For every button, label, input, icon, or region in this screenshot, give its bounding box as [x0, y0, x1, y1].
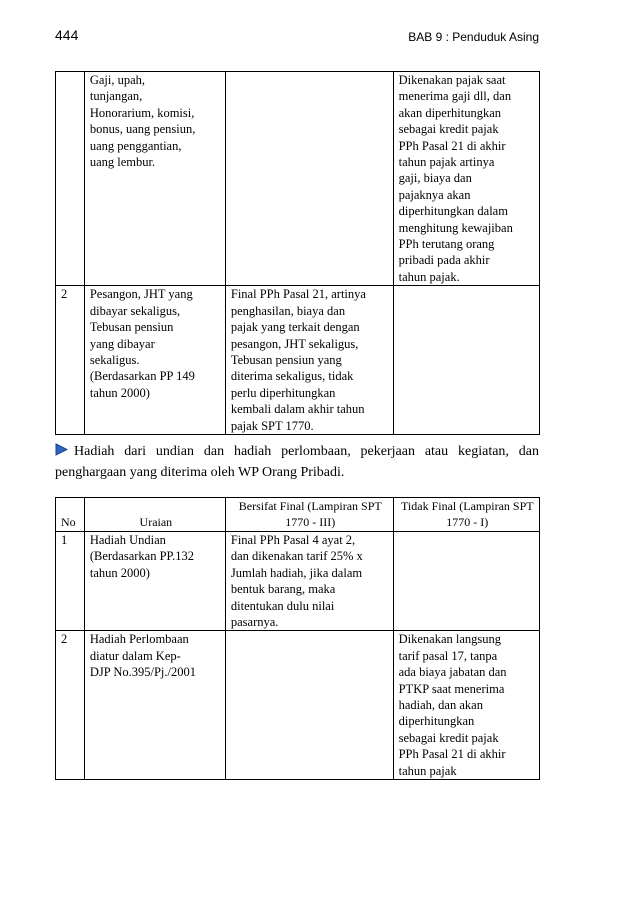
- table-row: [56, 286, 540, 435]
- table-row: [56, 532, 540, 631]
- row-description: Pesangon, JHT yang dibayar sekaligus, Tebusan pensiun yang dibayar sekaligus. (Berdasarkan PP 149 tahun 2000): [84, 286, 225, 435]
- row-description: Hadiah Undian (Berdasarkan PP.132 tahun 2000): [84, 532, 225, 631]
- row-final-treatment: Final PPh Pasal 21, artinya penghasilan, biaya dan pajak yang terkait dengan pesangon, JHT sekaligus, Tebusan pensiun yang diterima sekaligus, tidak perlu diperhitungkan kembali dalam akhir tahun pajak SPT 1770.: [225, 286, 393, 435]
- row-description: Gaji, upah, tunjangan, Honorarium, komisi, bonus, uang pensiun, uang penggantian, uang lembur.: [84, 72, 225, 286]
- row-number: 2: [56, 286, 85, 435]
- row-non-final-treatment: Dikenakan pajak saat menerima gaji dll, dan akan diperhitungkan sebagai kredit pajak PPh Pasal 21 di akhir tahun pajak artinya gaji, biaya dan pajaknya akan diperhitungkan dalam menghitung kewajiban PPh terutang orang pribadi pada akhir tahun pajak.: [393, 72, 539, 286]
- income-table-continued: [55, 71, 540, 435]
- header-final: Bersifat Final (Lampiran SPT 1770 - III): [225, 498, 393, 532]
- row-non-final-treatment: Dikenakan langsung tarif pasal 17, tanpa ada biaya jabatan dan PTKP saat menerima hadiah, dan akan diperhitungkan sebagai kredit pajak PPh Pasal 21 di akhir tahun pajak: [393, 631, 539, 780]
- intro-text: Hadiah dari undian dan hadiah perlombaan, pekerjaan atau kegiatan, dan penghargaan yang diterima oleh WP Orang Pribadi.: [55, 444, 539, 480]
- header-uraian: Uraian: [84, 498, 225, 532]
- header-non-final: Tidak Final (Lampiran SPT 1770 - I): [393, 498, 539, 532]
- table-row: [56, 631, 540, 780]
- table-row: [56, 72, 540, 286]
- chapter-title: BAB 9 : Penduduk Asing: [408, 30, 539, 44]
- row-number: 1: [56, 532, 85, 631]
- prize-income-intro: [55, 441, 539, 483]
- triangle-right-bullet-icon: [55, 443, 68, 456]
- row-final-treatment: Final PPh Pasal 4 ayat 2, dan dikenakan tarif 25% x Jumlah hadiah, jika dalam bentuk barang, maka ditentukan dulu nilai pasarnya.: [225, 532, 393, 631]
- page-number: 444: [55, 27, 79, 43]
- row-number: [56, 72, 85, 286]
- table-header-row: [56, 498, 540, 532]
- row-final-treatment: [225, 631, 393, 780]
- row-non-final-treatment: [393, 286, 539, 435]
- row-final-treatment: [225, 72, 393, 286]
- row-number: 2: [56, 631, 85, 780]
- row-description: Hadiah Perlombaan diatur dalam Kep- DJP No.395/Pj./2001: [84, 631, 225, 780]
- row-non-final-treatment: [393, 532, 539, 631]
- header-no: No: [56, 498, 85, 532]
- prize-income-table: [55, 497, 540, 780]
